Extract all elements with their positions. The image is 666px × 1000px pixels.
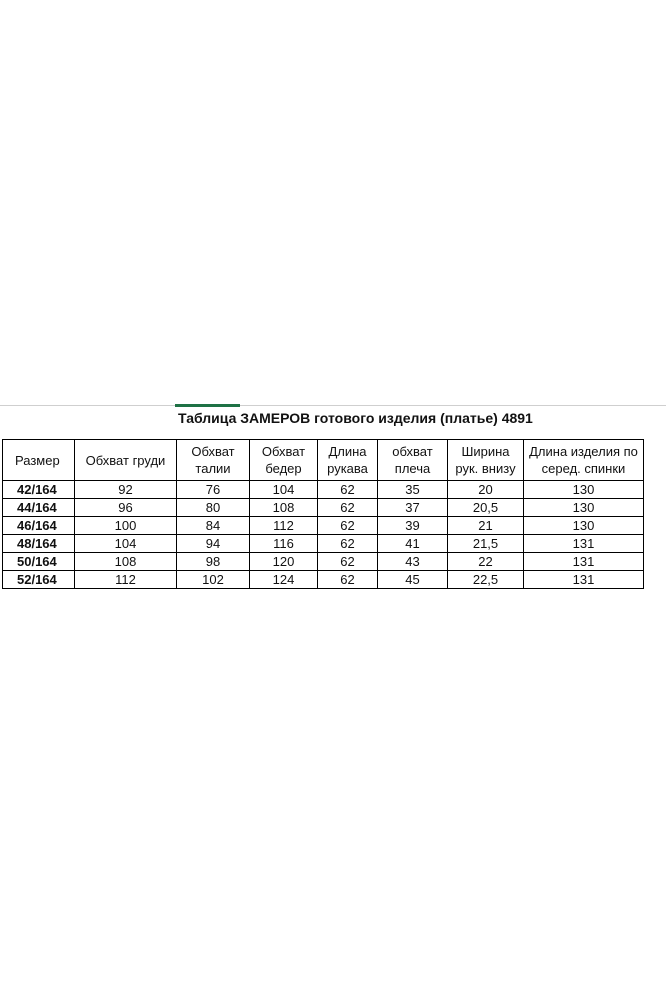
- header-row: [3, 440, 644, 481]
- header-size[interactable]: Размер: [3, 440, 75, 481]
- table-row: [3, 499, 644, 517]
- garment-length-cell[interactable]: 130: [524, 499, 644, 517]
- sleeve-length-cell[interactable]: 62: [318, 517, 378, 535]
- sleeve-width-cell[interactable]: 21,5: [448, 535, 524, 553]
- bust-cell[interactable]: 104: [75, 535, 177, 553]
- hips-cell[interactable]: 104: [250, 481, 318, 499]
- title-row[interactable]: [0, 406, 666, 434]
- bust-cell[interactable]: 108: [75, 553, 177, 571]
- table-row: [3, 535, 644, 553]
- garment-length-cell[interactable]: 130: [524, 517, 644, 535]
- table-row: [3, 571, 644, 589]
- waist-cell[interactable]: 80: [177, 499, 250, 517]
- size-cell[interactable]: 42/164: [3, 481, 75, 499]
- sleeve-width-cell[interactable]: 20,5: [448, 499, 524, 517]
- size-cell[interactable]: 50/164: [3, 553, 75, 571]
- table-row: [3, 481, 644, 499]
- garment-length-cell[interactable]: 131: [524, 571, 644, 589]
- waist-cell[interactable]: 98: [177, 553, 250, 571]
- size-cell[interactable]: 48/164: [3, 535, 75, 553]
- bust-cell[interactable]: 112: [75, 571, 177, 589]
- shoulder-girth-cell[interactable]: 43: [378, 553, 448, 571]
- header-sleeve-length[interactable]: Длина рукава: [318, 440, 378, 481]
- spreadsheet-area: [0, 402, 666, 602]
- header-hips[interactable]: Обхват бедер: [250, 440, 318, 481]
- shoulder-girth-cell[interactable]: 37: [378, 499, 448, 517]
- sleeve-length-cell[interactable]: 62: [318, 535, 378, 553]
- hips-cell[interactable]: 116: [250, 535, 318, 553]
- garment-length-cell[interactable]: 131: [524, 553, 644, 571]
- header-sleeve-width[interactable]: Ширина рук. внизу: [448, 440, 524, 481]
- sleeve-length-cell[interactable]: 62: [318, 571, 378, 589]
- sleeve-length-cell[interactable]: 62: [318, 481, 378, 499]
- sleeve-length-cell[interactable]: 62: [318, 553, 378, 571]
- bust-cell[interactable]: 100: [75, 517, 177, 535]
- bust-cell[interactable]: 96: [75, 499, 177, 517]
- hips-cell[interactable]: 120: [250, 553, 318, 571]
- hips-cell[interactable]: 124: [250, 571, 318, 589]
- table-row: [3, 553, 644, 571]
- shoulder-girth-cell[interactable]: 35: [378, 481, 448, 499]
- header-waist[interactable]: Обхват талии: [177, 440, 250, 481]
- header-bust[interactable]: Обхват груди: [75, 440, 177, 481]
- table-title: Таблица ЗАМЕРОВ готового изделия (платье) 4891: [178, 410, 533, 426]
- garment-length-cell[interactable]: 130: [524, 481, 644, 499]
- bust-cell[interactable]: 92: [75, 481, 177, 499]
- sleeve-width-cell[interactable]: 21: [448, 517, 524, 535]
- garment-length-cell[interactable]: 131: [524, 535, 644, 553]
- waist-cell[interactable]: 76: [177, 481, 250, 499]
- hips-cell[interactable]: 108: [250, 499, 318, 517]
- waist-cell[interactable]: 94: [177, 535, 250, 553]
- sleeve-width-cell[interactable]: 22,5: [448, 571, 524, 589]
- size-cell[interactable]: 44/164: [3, 499, 75, 517]
- sleeve-width-cell[interactable]: 22: [448, 553, 524, 571]
- shoulder-girth-cell[interactable]: 39: [378, 517, 448, 535]
- size-cell[interactable]: 46/164: [3, 517, 75, 535]
- table-row: [3, 517, 644, 535]
- measurements-table: [2, 439, 644, 589]
- hips-cell[interactable]: 112: [250, 517, 318, 535]
- shoulder-girth-cell[interactable]: 45: [378, 571, 448, 589]
- sleeve-length-cell[interactable]: 62: [318, 499, 378, 517]
- waist-cell[interactable]: 84: [177, 517, 250, 535]
- waist-cell[interactable]: 102: [177, 571, 250, 589]
- header-shoulder-girth[interactable]: обхват плеча: [378, 440, 448, 481]
- header-garment-length[interactable]: Длина изделия по серед. спинки: [524, 440, 644, 481]
- shoulder-girth-cell[interactable]: 41: [378, 535, 448, 553]
- size-cell[interactable]: 52/164: [3, 571, 75, 589]
- sleeve-width-cell[interactable]: 20: [448, 481, 524, 499]
